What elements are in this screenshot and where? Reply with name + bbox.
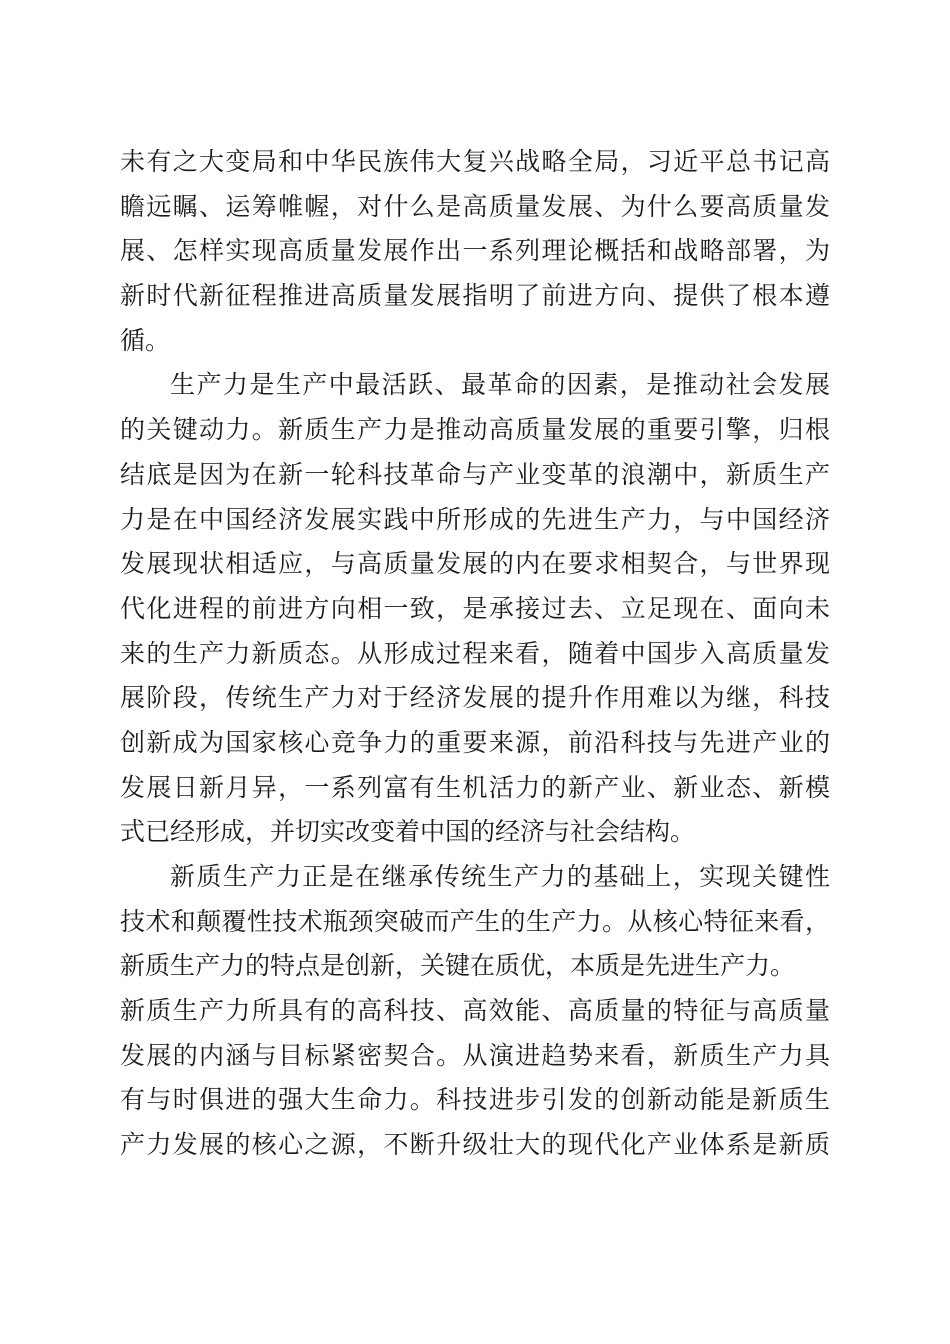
paragraph-2-line-9: 创新成为国家核心竞争力的重要来源，前沿科技与先进产业的 bbox=[120, 727, 830, 757]
paragraph-3-line-2: 技术和颠覆性技术瓶颈突破而产生的生产力。从核心特征来看， bbox=[120, 906, 830, 936]
paragraph-2-line-10: 发展日新月异，一系列富有生机活力的新产业、新业态、新模 bbox=[120, 772, 830, 802]
paragraph-3-line-5: 发展的内涵与目标紧密契合。从演进趋势来看，新质生产力具 bbox=[120, 1040, 830, 1070]
paragraph-1-line-3: 展、怎样实现高质量发展作出一系列理论概括和战略部署，为 bbox=[120, 236, 830, 266]
paragraph-3-line-6: 有与时俱进的强大生命力。科技进步引发的创新动能是新质生 bbox=[120, 1085, 830, 1115]
paragraph-2-line-1: 生产力是生产中最活跃、最革命的因素，是推动社会发展 bbox=[170, 370, 830, 400]
paragraph-3-line-7: 产力发展的核心之源，不断升级壮大的现代化产业体系是新质 bbox=[120, 1130, 830, 1160]
paragraph-1-line-5: 循。 bbox=[120, 325, 171, 355]
paragraph-2-line-8: 展阶段，传统生产力对于经济发展的提升作用难以为继，科技 bbox=[120, 683, 830, 713]
paragraph-3-line-1: 新质生产力正是在继承传统生产力的基础上，实现关键性 bbox=[170, 862, 830, 891]
paragraph-2-line-3: 结底是因为在新一轮科技革命与产业变革的浪潮中，新质生产 bbox=[120, 459, 830, 489]
paragraph-3-line-4: 新质生产力所具有的高科技、高效能、高质量的特征与高质量 bbox=[120, 996, 830, 1026]
paragraph-1-line-2: 瞻远瞩、运筹帷幄，对什么是高质量发展、为什么要高质量发 bbox=[120, 191, 830, 221]
paragraph-2-line-6: 代化进程的前进方向相一致，是承接过去、立足现在、面向未 bbox=[120, 593, 830, 623]
paragraph-2-line-2: 的关键动力。新质生产力是推动高质量发展的重要引擎，归根 bbox=[120, 415, 830, 445]
paragraph-1-line-1: 未有之大变局和中华民族伟大复兴战略全局，习近平总书记高 bbox=[120, 147, 830, 176]
paragraph-2-line-11: 式已经形成，并切实改变着中国的经济与社会结构。 bbox=[120, 817, 696, 847]
paragraph-2-line-7: 来的生产力新质态。从形成过程来看，随着中国步入高质量发 bbox=[120, 638, 830, 668]
body-text bbox=[120, 140, 830, 1168]
paragraph-3-line-3: 新质生产力的特点是创新，关键在质优，本质是先进生产力。 bbox=[120, 951, 796, 981]
paragraph-2-line-5: 发展现状相适应，与高质量发展的内在要求相契合，与世界现 bbox=[120, 549, 830, 579]
paragraph-2-line-4: 力是在中国经济发展实践中所形成的先进生产力，与中国经济 bbox=[120, 504, 830, 534]
paragraph-1-line-4: 新时代新征程推进高质量发展指明了前进方向、提供了根本遵 bbox=[120, 281, 830, 311]
